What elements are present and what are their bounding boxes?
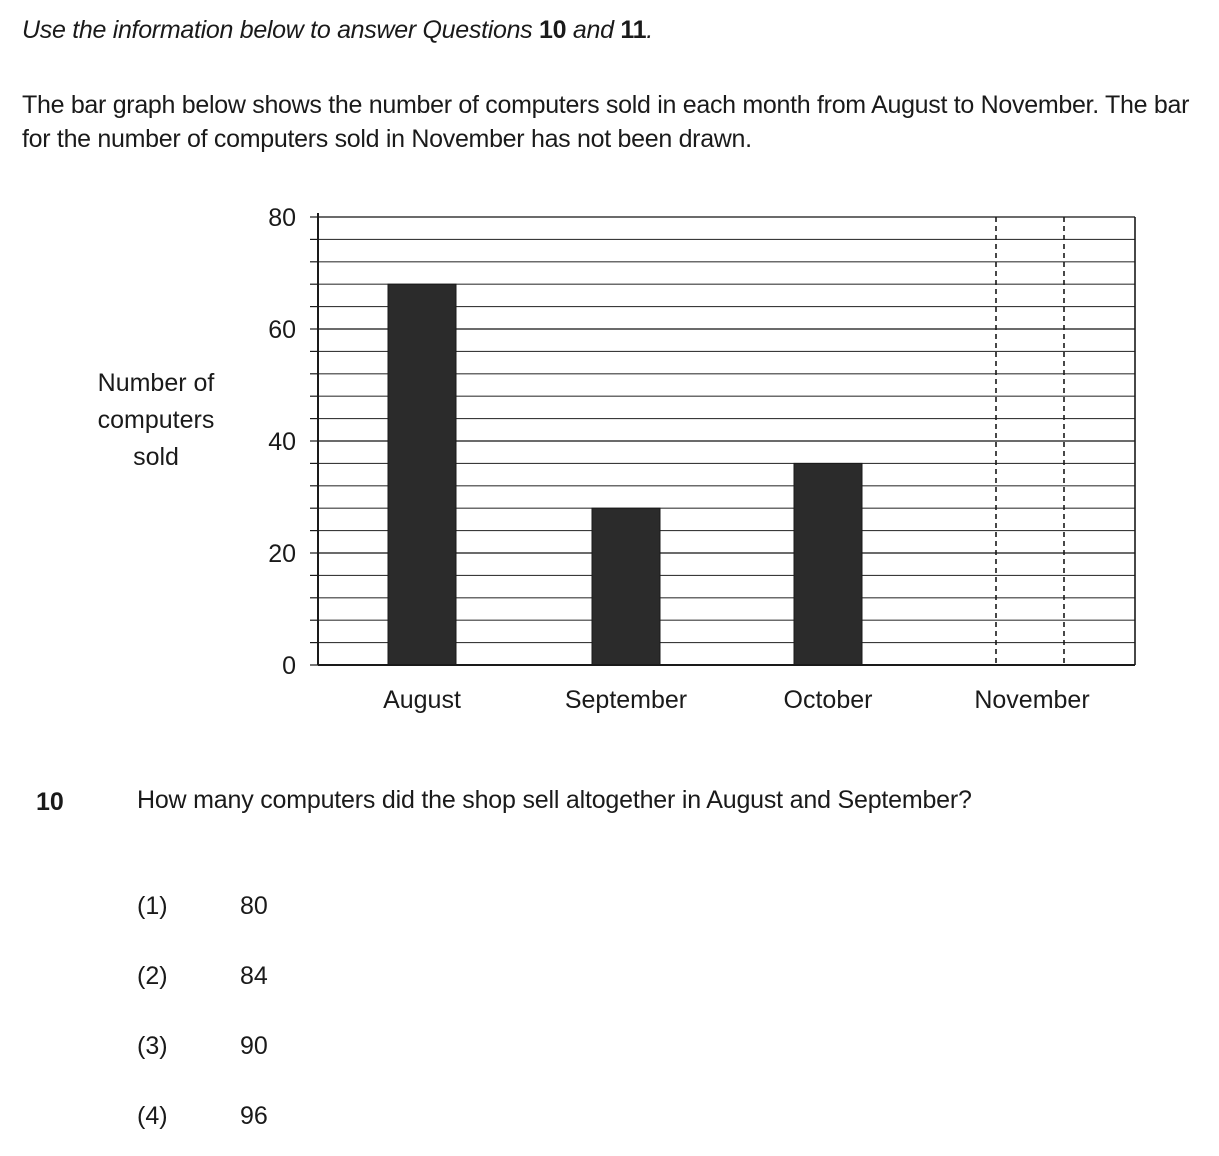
instruction-and: and	[566, 16, 621, 44]
instruction-suffix: .	[646, 16, 653, 44]
option-1[interactable]	[137, 892, 268, 921]
y-tick-label: 40	[268, 428, 296, 456]
x-tick-label: September	[564, 686, 688, 714]
option-value: 80	[240, 892, 268, 920]
y-axis-label: computers	[97, 406, 215, 434]
instruction-prefix: Use the information below to answer Questions	[22, 16, 540, 44]
instruction-question-11: 11	[620, 16, 647, 44]
option-label: (2)	[137, 962, 168, 990]
question-text: How many computers did the shop sell altogether in August and September?	[137, 786, 972, 814]
x-tick-label: October	[783, 686, 873, 714]
y-tick-label: 20	[268, 540, 296, 568]
option-value: 96	[240, 1102, 268, 1130]
question-number: 10	[36, 788, 64, 816]
option-label: (1)	[137, 892, 168, 920]
y-tick-label: 80	[268, 204, 296, 232]
instruction-question-10: 10	[539, 16, 567, 44]
option-value: 84	[240, 962, 268, 990]
option-label: (4)	[137, 1102, 168, 1130]
bar-september	[592, 508, 660, 665]
option-2[interactable]	[137, 962, 268, 991]
y-tick-label: 60	[268, 316, 296, 344]
bar-october	[794, 463, 862, 665]
y-axis-label: Number of	[97, 369, 215, 397]
option-4[interactable]	[137, 1102, 268, 1131]
x-tick-label: November	[974, 686, 1090, 714]
option-value: 90	[240, 1032, 268, 1060]
option-3[interactable]	[137, 1032, 268, 1061]
chart-description: The bar graph below shows the number of computers sold in each month from August to November. The bar for the number of computers sold in November has not been drawn.	[22, 91, 1190, 153]
x-tick-label: August	[383, 686, 461, 714]
bar-chart	[0, 195, 1219, 735]
y-axis-label: sold	[133, 443, 179, 471]
bar-august	[388, 284, 456, 665]
option-label: (3)	[137, 1032, 168, 1060]
instruction-line	[22, 16, 653, 45]
y-tick-label: 0	[282, 652, 296, 680]
